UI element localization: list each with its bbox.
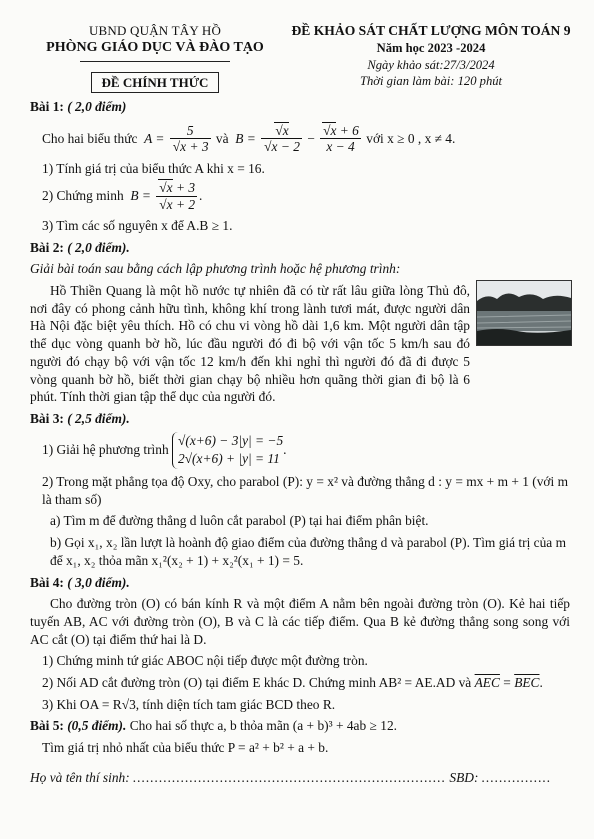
bai1-intro: Cho hai biểu thức A = $\frac{5}{√x + 3}$ và B = $\frac{√x}{√x - 2}$ − $\frac{√x + 6}{x - 4}$ với x ≥ 0 , x ≠ 4. <box>42 122 456 155</box>
bai1-q1: 1) Tính giá trị của biểu thức A khi x = 16. <box>42 160 265 176</box>
bai4-text: Cho đường tròn (O) có bán kính R và một điểm A nằm bên ngoài đường tròn (O). Kẻ hai tiếp tuyến AB, AC với đường tròn (O), B và C là các tiếp điểm. Qua B kẻ đường thẳng song song với AC cắt (O) tại điểm thứ hai là D. <box>30 596 570 647</box>
bai1-heading: Bài 1: ( 2,0 điểm) <box>30 99 127 114</box>
bai4-q2: 2) Nối AD cắt đường tròn (O) tại điểm E khác D. Chứng minh AB² = AE.AD và $\overline{AEC} = \overline{BEC}$. <box>42 674 543 690</box>
district-name: UBND QUẬN TÂY HỒ <box>88 23 222 38</box>
bai5-heading: Bài 5: (0,5 điểm). Cho hai số thực a, b thỏa mãn (a + b)³ + 4ab ≥ 12. <box>30 718 397 734</box>
bai3-q2: 2) Trong mặt phẳng tọa độ Oxy, cho parabol (P): y = x² và đường thẳng d : y = mx + m + 1 (với m là tham số) <box>42 474 568 507</box>
name-blank[interactable]: ........................................................................ <box>133 769 447 785</box>
official-badge: ĐỀ CHÍNH THỨC <box>91 72 220 93</box>
expr-b-simplified: $\frac{√x + 3}{√x + 2}$ <box>156 181 197 213</box>
sbd-blank[interactable]: ................ <box>481 769 552 785</box>
header-left <box>40 22 270 93</box>
exam-title: ĐỀ KHẢO SÁT CHẤT LƯỢNG MÔN TOÁN 9 <box>291 23 571 38</box>
department-name: PHÒNG GIÁO DỤC VÀ ĐÀO TẠO <box>46 40 264 56</box>
lake-photo <box>476 280 572 346</box>
bai5-q: Tìm giá trị nhỏ nhất của biểu thức P = a² + b² + a + b. <box>42 740 329 756</box>
expr-a: $\frac{5}{√x + 3}$ <box>170 124 211 156</box>
exam-duration: Thời gian làm bài: 120 phút <box>359 74 503 89</box>
bai3-heading: Bài 3: ( 2,5 điểm). <box>30 410 130 426</box>
exam-body <box>30 98 570 786</box>
bai2-instruction: Giải bài toán sau bằng cách lập phương trình hoặc hệ phương trình: <box>30 261 401 277</box>
candidate-info: Họ và tên thí sinh: ........................................................................ SBD: ................ <box>30 769 552 785</box>
bai3-q2a: a) Tìm m để đường thẳng d luôn cắt parabol (P) tại hai điểm phân biệt. <box>50 513 429 529</box>
school-year: Năm học 2023 -2024 <box>376 40 486 55</box>
bai3-q1: 1) Giải hệ phương trình √(x+6) − 3|y| = −5 2√(x+6) + |y| = 11 . <box>30 432 570 470</box>
bai2-heading: Bài 2: ( 2,0 điểm). <box>30 239 130 255</box>
bai4-q1: 1) Chứng minh tứ giác ABOC nội tiếp được một đường tròn. <box>42 653 368 669</box>
bai4-q3: 3) Khi OA = R√3, tính diện tích tam giác BCD theo R. <box>42 696 336 712</box>
expr-b-part1: $\frac{√x}{√x - 2}$ <box>261 124 302 156</box>
bai1-q2: 2) Chứng minh B = $\frac{√x + 3}{√x + 2}$ . <box>42 180 203 212</box>
bai3-q2b: b) Gọi x₁, x₂ lần lượt là hoành độ giao điểm của đường thẳng d và parabol (P). Tìm giá trị của m để x₁, x₂ thỏa mãn x₁²(x₂ + 1) + x₂²(x₁ + 1) = 5. <box>50 535 566 568</box>
bai1-q3: 3) Tìm các số nguyên x để A.B ≥ 1. <box>42 218 233 233</box>
equation-system: √(x+6) − 3|y| = −5 2√(x+6) + |y| = 11 <box>172 432 283 470</box>
header-right <box>286 22 576 90</box>
bai4-heading: Bài 4: ( 3,0 điểm). <box>30 574 130 590</box>
exam-date: Ngày khảo sát:27/3/2024 <box>367 57 495 72</box>
expr-b-part2: $\frac{√x + 6}{x - 4}$ <box>320 124 361 156</box>
bai2-text: Hồ Thiền Quang là một hồ nước tự nhiên đã có từ rất lâu giữa lòng Thủ đô, nơi đây có phong cảnh hữu tình, không khí trong lành tươi mát, được người dân Hà Nội đặc biệt yêu thích. Hồ có chu vi vòng hồ dài 1,6 km. Một người dân tập thể dục vòng quanh bờ hồ, lúc đầu người đó đi bộ với vận tốc 5 km/h sau đó người đó chạy bộ với vận tốc 12 km/h đến khi nghỉ thì người đó đã đi được 5 vòng quanh bờ hồ, biết thời gian chạy bộ nhiều hơn quãng thời gian đi bộ là 6 phút. Tính thời gian tập thể dục của người đó. <box>30 283 470 405</box>
header-rule <box>80 61 230 62</box>
lake-photo-image <box>477 281 571 345</box>
